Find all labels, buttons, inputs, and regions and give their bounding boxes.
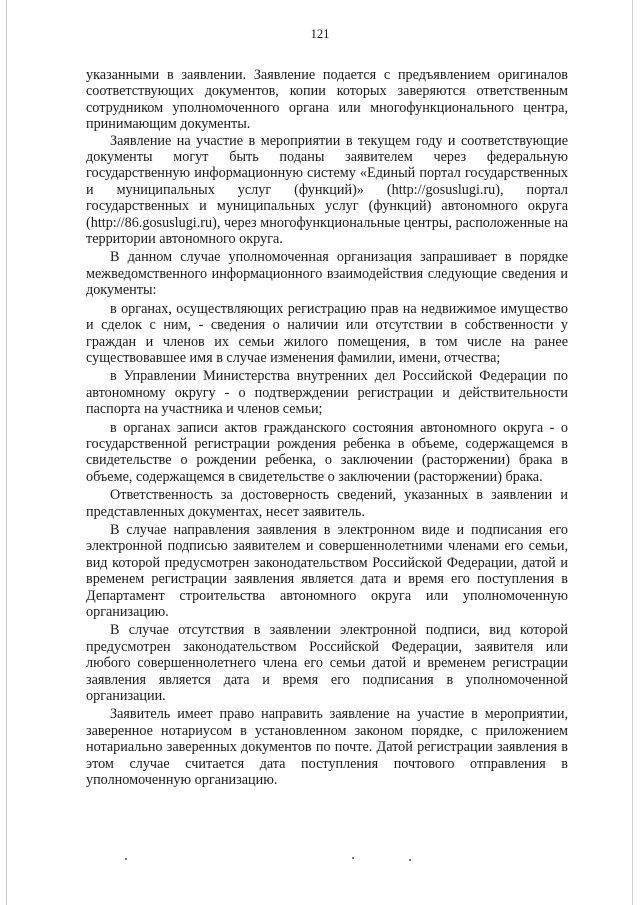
paragraph-3: В данном случае уполномоченная организация запрашивает в порядке межведомственного информационного взаимодействия следующие сведения и документы: — [86, 249, 568, 299]
paragraph-2: Заявление на участие в мероприятии в текущем году и соответствующие документы могут быть поданы заявителем через федеральную государственную информационную систему «Единый портал государственных и муниципальных услуг (функций)» (http://gosuslugi.ru), портал государственных и муниципальных услуг (функций) автономного округа (http://86.gosuslugi.ru), через многофункциональные центры, расположенные на территории автономного округа. — [86, 132, 568, 248]
paragraph-7: Ответственность за достоверность сведений, указанных в заявлении и представленных документах, несет заявитель. — [86, 487, 568, 520]
document-body — [86, 67, 568, 788]
scan-edge-left — [6, 0, 7, 905]
paragraph-4: в органах, осуществляющих регистрацию прав на недвижимое имущество и сделок с ним, - сведения о наличии или отсутствии в собственности у граждан и членов их семьи жилого помещения, в том числе на ранее существовавшее имя в случае изменения фамилии, имени, отчества; — [86, 300, 568, 366]
paragraph-6: в органах записи актов гражданского состояния автономного округа - о государственной регистрации рождения ребенка в объеме, содержащемся в свидетельстве о рождении ребенка, о заключении (расторжении) брака в объеме, содержащемся в свидетельстве о заключении (расторжении) брака. — [86, 419, 568, 485]
scan-speck — [352, 857, 354, 859]
scan-speck — [125, 858, 127, 860]
scan-speck — [409, 859, 411, 861]
paragraph-10: Заявитель имеет право направить заявление на участие в мероприятии, заверенное нотариусом в установленном законом порядке, с приложением нотариально заверенных документов по почте. Датой регистрации заявления в этом случае считается дата поступления почтового отправления в уполномоченную организацию. — [86, 706, 568, 789]
paragraph-9: В случае отсутствия в заявлении электронной подписи, вид которой предусмотрен законодательством Российской Федерации, заявителя или любого совершеннолетнего члена его семьи датой и временем регистрации заявления является дата и время его подписания в уполномоченной организации. — [86, 622, 568, 705]
paragraph-5: в Управлении Министерства внутренних дел Российской Федерации по автономному округу - о подтверждении регистрации и действительности паспорта на участника и членов семьи; — [86, 368, 568, 418]
page-number: 121 — [310, 27, 330, 41]
scan-edge-right — [632, 0, 633, 905]
paragraph-1: указанными в заявлении. Заявление подается с предъявлением оригиналов соответствующих документов, копии которых заверяются ответственным сотрудником уполномоченного органа или многофункционального центра, принимающим документы. — [86, 67, 568, 133]
paragraph-8: В случае направления заявления в электронном виде и подписания его электронной подписью заявителем и совершеннолетними членами его семьи, вид которой предусмотрен законодательством Российской Федерации, датой и временем регистрации заявления является дата и время его поступления в Департамент строительства автономного округа или уполномоченную организацию. — [86, 521, 568, 620]
